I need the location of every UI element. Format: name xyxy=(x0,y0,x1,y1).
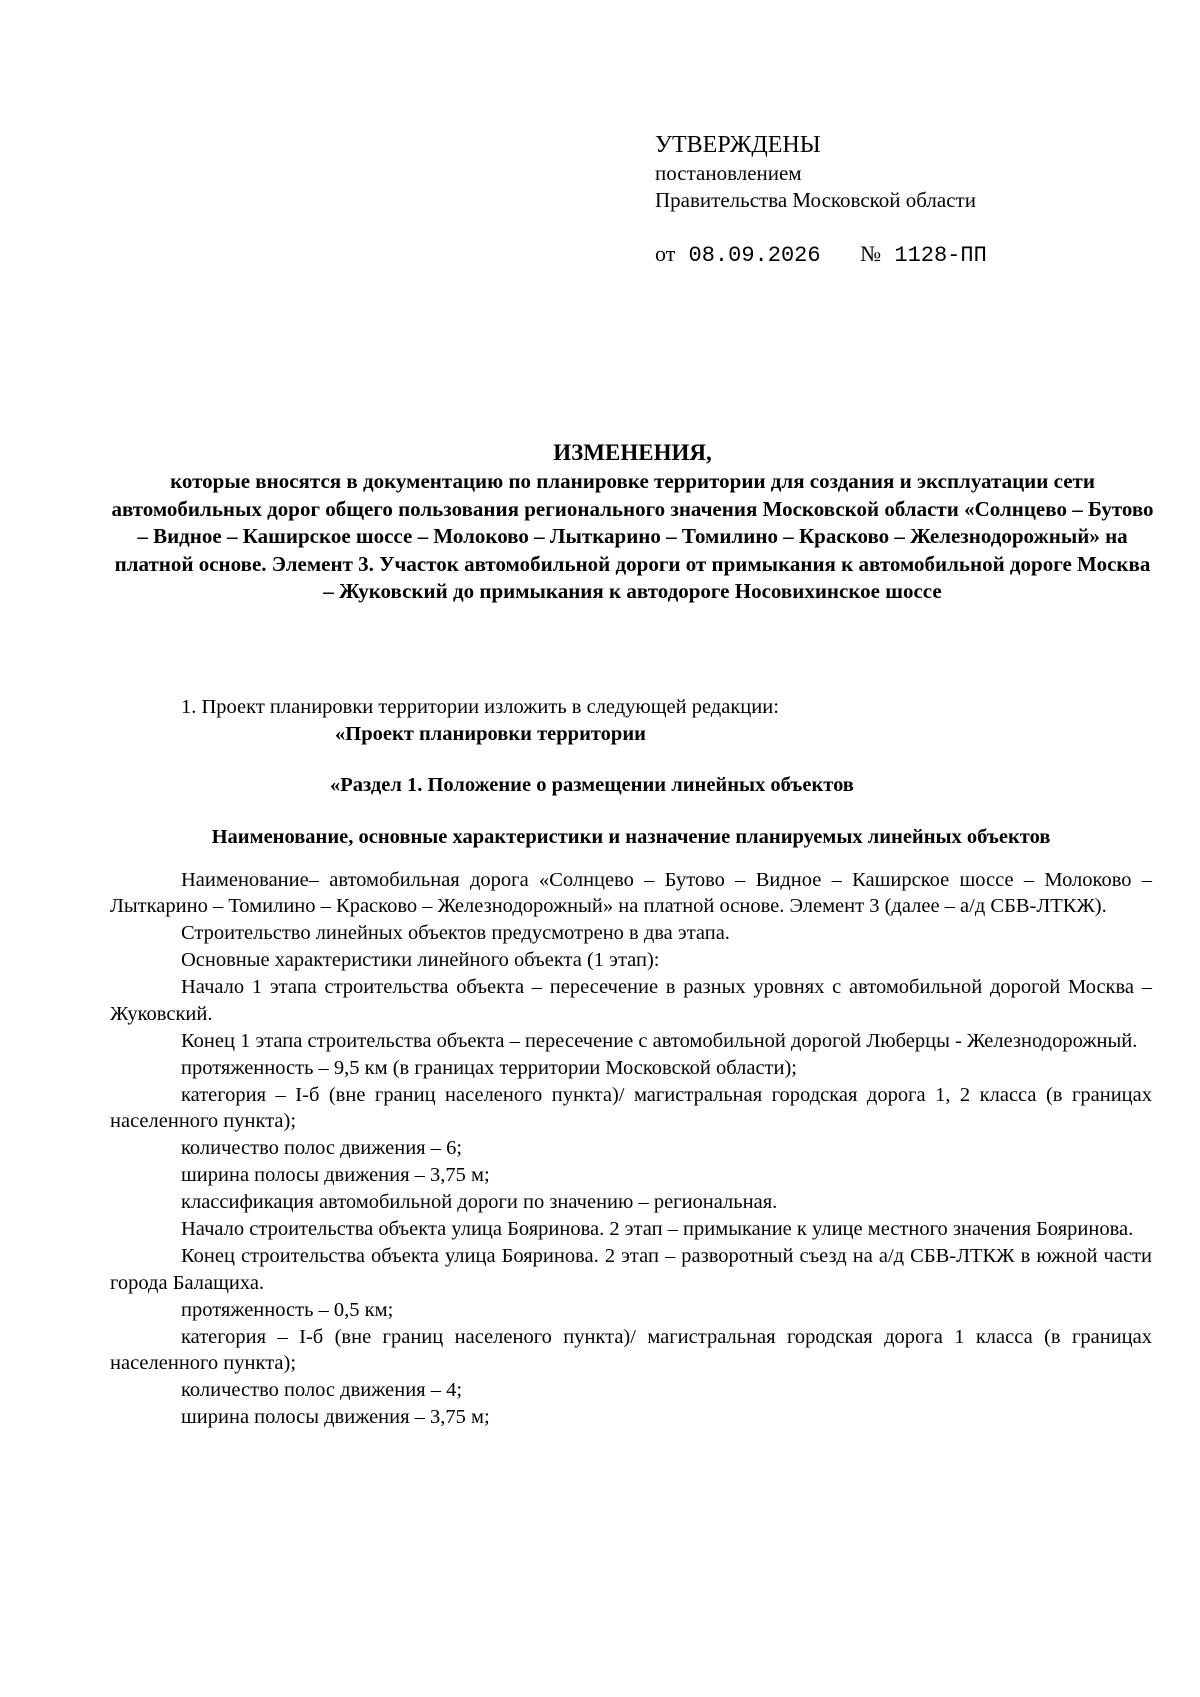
paragraph: Строительство линейных объектов предусмотрено в два этапа. xyxy=(181,922,730,944)
project-heading: «Проект планировки территории xyxy=(335,722,646,745)
approval-line-1: постановлением xyxy=(655,161,802,185)
approval-heading: УТВЕРЖДЕНЫ xyxy=(655,132,821,158)
paragraph: классификация автомобильной дороги по значению – региональная. xyxy=(181,1191,778,1213)
approval-line-2: Правительства Московской области xyxy=(655,188,976,212)
title-main: ИЗМЕНЕНИЯ, xyxy=(553,440,712,465)
decree-date: 08.09.2026 xyxy=(688,243,821,268)
paragraph: Конец 1 этапа строительства объекта – пересечение с автомобильной дорогой Люберцы - Железнодорожный. xyxy=(181,1029,1138,1052)
paragraph: ширина полосы движения – 3,75 м; xyxy=(181,1406,490,1428)
paragraph: протяженность – 0,5 км; xyxy=(181,1298,394,1321)
decree-number: 1128-ПП xyxy=(894,243,987,268)
document-body xyxy=(110,694,1152,1431)
subheading: Наименование, основные характеристики и назначение планируемых линейных объектов xyxy=(211,825,1051,848)
paragraph: количество полос движения – 4; xyxy=(181,1379,463,1401)
title-subtitle: которые вносятся в документацию по планировке территории для создания и эксплуатации сети автомобильных дорог общего пользования регионального значения Московской области «Солнцево – Бутово – Видное – Каширское шоссе – Молоково – Лыткарино – Томилино – Красково – Железнодорожный» на платной основе. Элемент 3. Участок автомобильной дороги от примыкания к автомобильной дороге Москва – Жуковский до примыкания к автодороге Носовихинское шоссе xyxy=(111,469,1154,603)
approval-stamp xyxy=(655,130,987,269)
section-heading: «Раздел 1. Положение о размещении линейных объектов xyxy=(330,774,854,796)
document-title xyxy=(110,438,1155,606)
decree-number-label: № xyxy=(860,241,882,266)
paragraph: ширина полосы движения – 3,75 м; xyxy=(181,1164,490,1186)
paragraph: Начало строительства объекта улица Бояринова. 2 этап – примыкание к улице местного значения Бояринова. xyxy=(181,1218,1134,1240)
paragraph: Начало 1 этапа строительства объекта – пересечение в разных уровнях с автомобильной дорогой Москва – Жуковский. xyxy=(110,976,1152,1025)
decree-date-label: от xyxy=(655,241,676,266)
paragraph: Основные характеристики линейного объекта (1 этап): xyxy=(181,949,660,971)
paragraph: категория – I-б (вне границ населеного пункта)/ магистральная городская дорога 1, 2 класса (в границах населенного пункта); xyxy=(110,1083,1152,1132)
paragraph: Конец строительства объекта улица Бояринова. 2 этап – разворотный съезд на а/д СБВ-ЛТКЖ в южной части города Балащиха. xyxy=(110,1245,1152,1294)
paragraph: количество полос движения – 6; xyxy=(181,1137,463,1159)
paragraph: Наименование– автомобильная дорога «Солнцево – Бутово – Видное – Каширское шоссе – Молоково – Лыткарино – Томилино – Красково – Железнодорожный» на платной основе. Элемент 3 (далее – а/д СБВ-ЛТКЖ). xyxy=(110,868,1152,917)
item-1: 1. Проект планировки территории изложить в следующей редакции: xyxy=(181,696,779,718)
paragraph: категория – I-б (вне границ населеного пункта)/ магистральная городская дорога 1 класса (в границах населенного пункта); xyxy=(110,1325,1152,1374)
paragraph: протяженность – 9,5 км (в границах территории Московской области); xyxy=(181,1056,798,1079)
decree-date-number xyxy=(655,240,987,269)
